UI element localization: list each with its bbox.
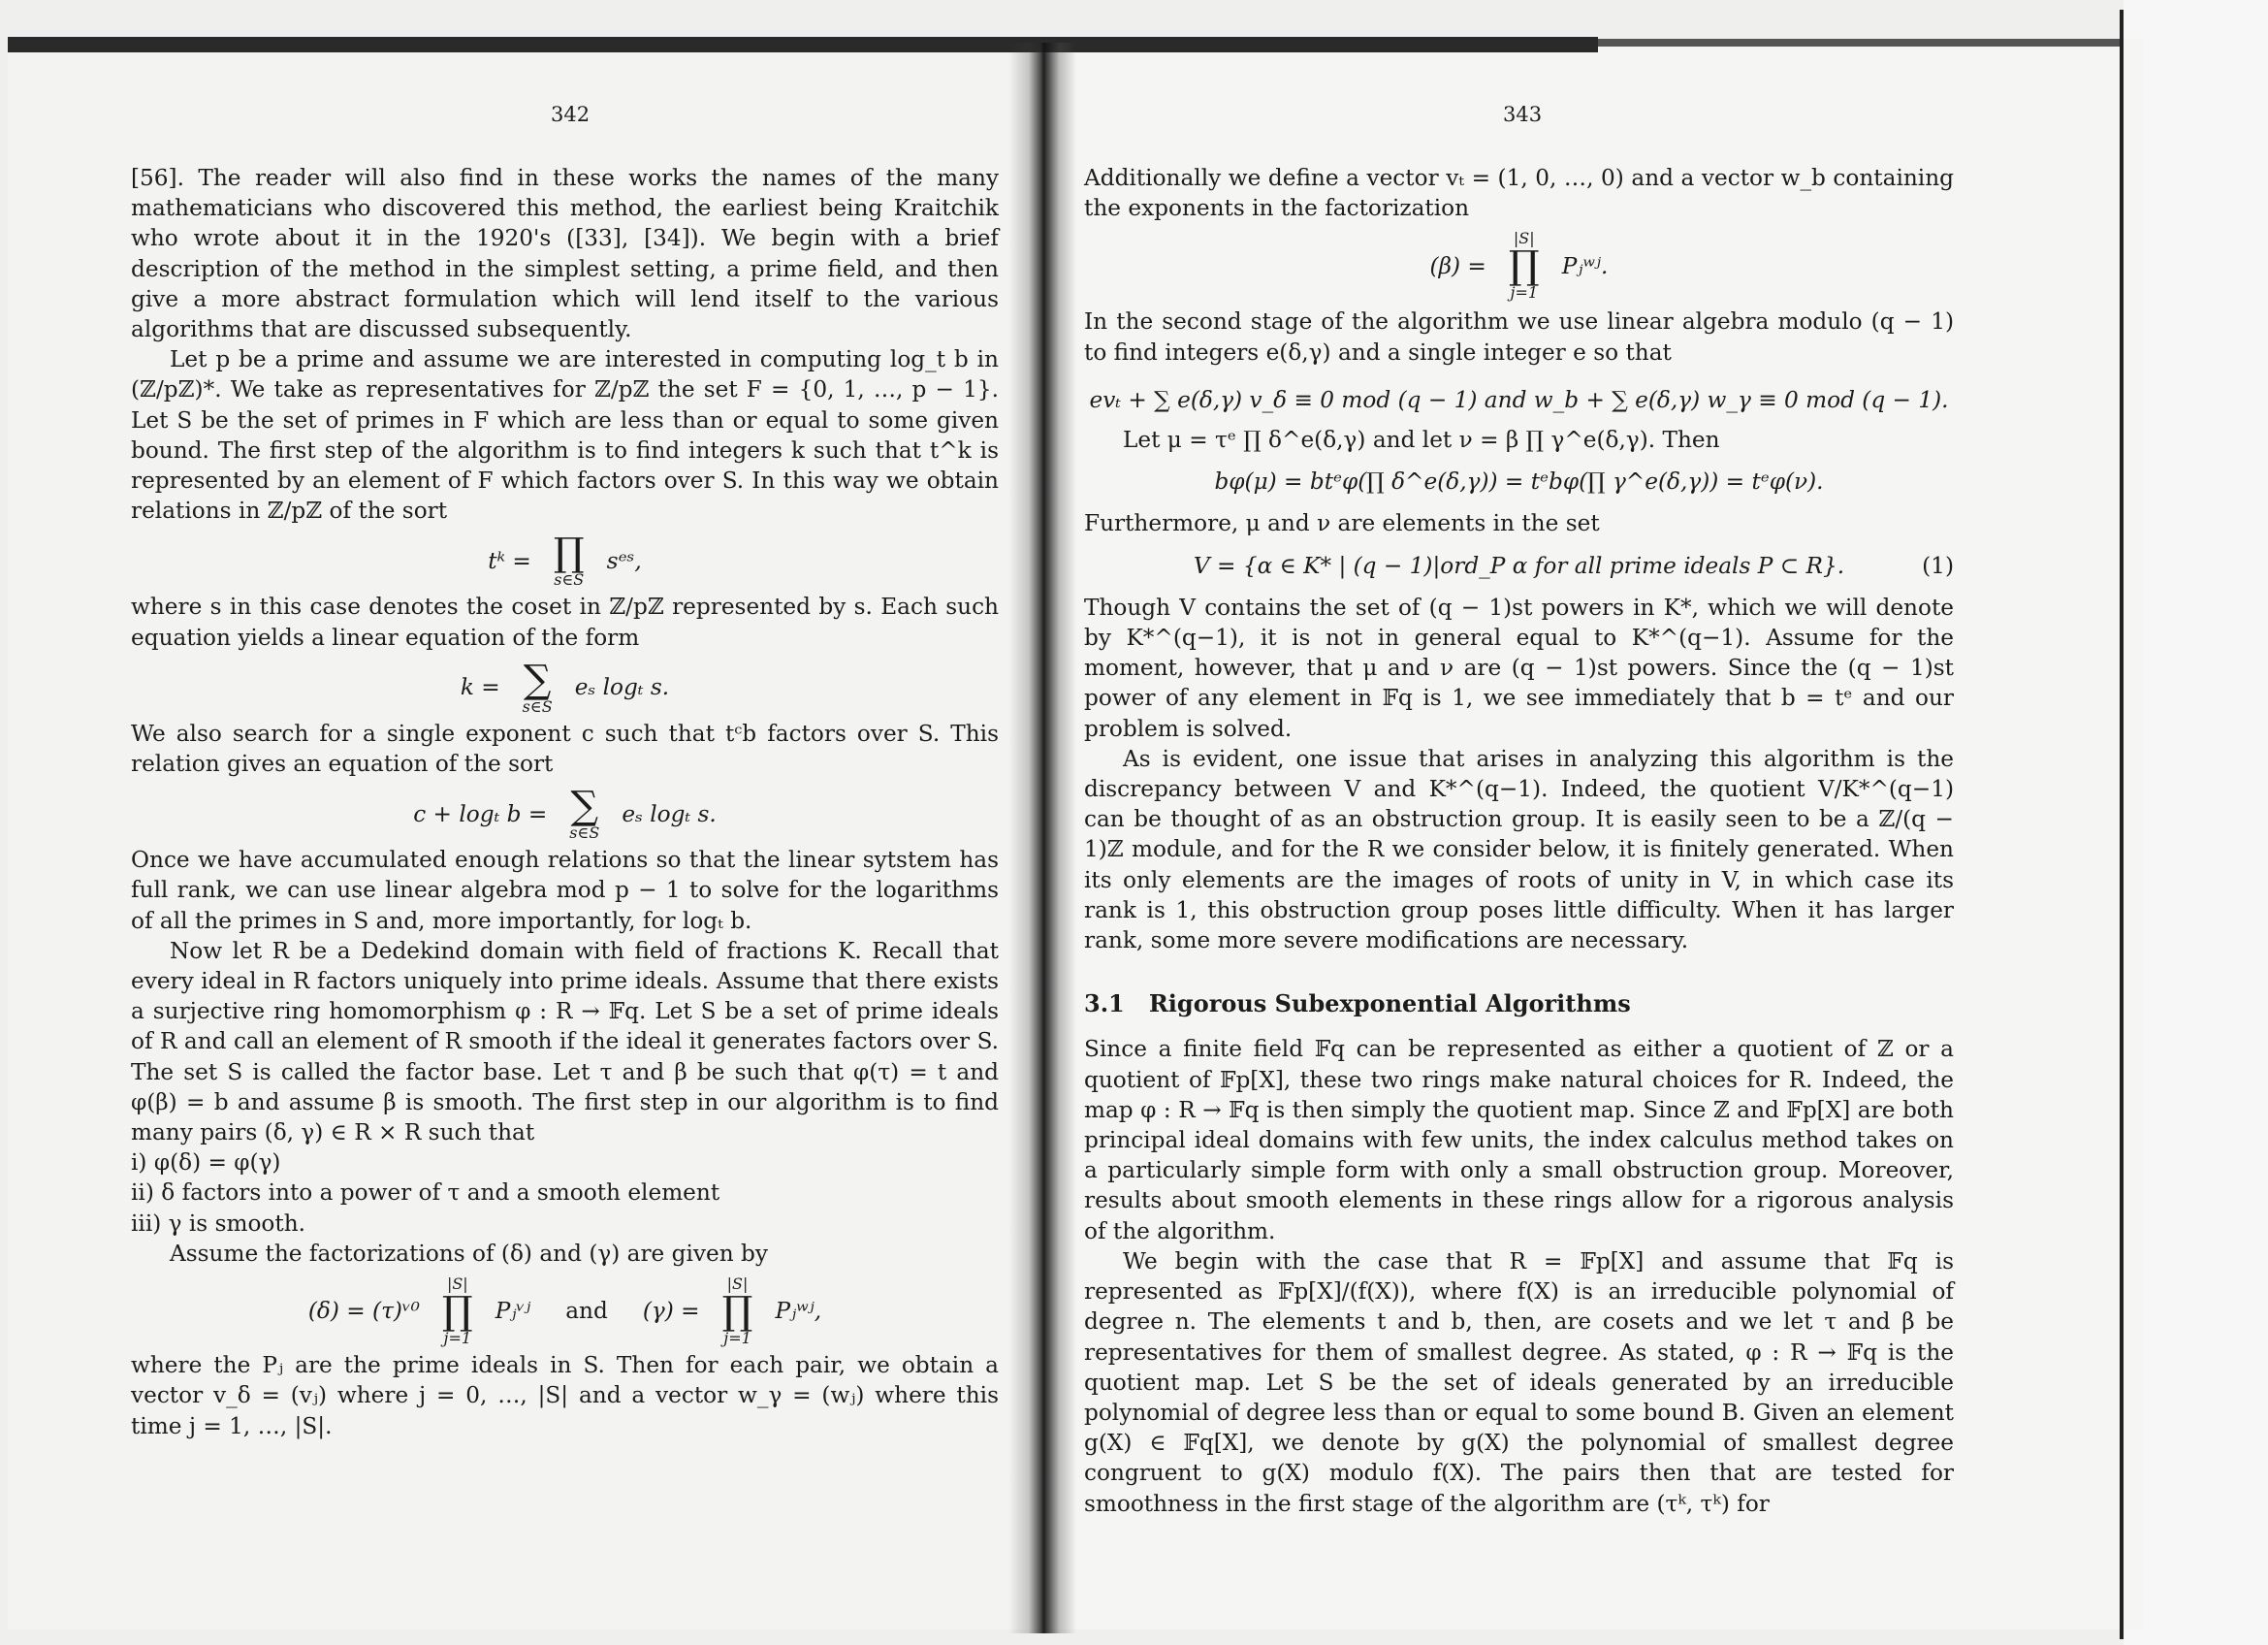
paragraph: Once we have accumulated enough relations so that the linear sytstem has full rank, we can use linear algebra mod p − 1 to solve for the logarithms of all the primes in S and, more importantly, for logₜ b. xyxy=(131,847,999,934)
equation-rhs: sᵉˢ, xyxy=(606,547,642,574)
product-subscript: s∈S xyxy=(554,570,585,590)
paragraph: Additionally we define a vector vₜ = (1, 0, …, 0) and a vector w_b containing the exponents in the factorization xyxy=(1084,165,1954,222)
equation-lhs: (β) = xyxy=(1429,252,1486,279)
section-title: Rigorous Subexponential Algorithms xyxy=(1148,989,1631,1018)
section-number: 3.1 xyxy=(1084,989,1125,1018)
equation-body: V = {α ∈ K* | (q − 1)|ord_P α for all prime ideals P ⊂ R}. xyxy=(1193,552,1845,579)
equation-rhs: Pⱼʷʲ. xyxy=(1561,252,1609,279)
book-gutter xyxy=(1008,43,1076,1633)
section-heading xyxy=(1084,988,1954,1018)
product-superscript: |S| xyxy=(726,1274,749,1294)
paragraph: We also search for a single exponent c such that tᶜb factors over S. This relation gives an equation of the sort xyxy=(131,720,999,778)
product-subscript: j=1 xyxy=(1510,283,1539,303)
sum-operator: ∑ s∈S xyxy=(569,784,600,843)
product-subscript: j=1 xyxy=(443,1329,472,1348)
equation-lhs: tᵏ = xyxy=(488,547,531,574)
paragraph: In the second stage of the algorithm we use linear algebra modulo (q − 1) to find integers e(δ,γ) and a single integer e so that xyxy=(1084,308,1954,366)
background-edge xyxy=(2124,0,2268,1645)
paragraph: We begin with the case that R = 𝔽p[X] and assume that 𝔽q is represented as 𝔽p[X]/(f(X)), where f(X) is an irreducible polynomial of degree n. The elements t and b, then, are cosets and we let τ and β be representatives for them of smallest degree. As stated, φ : R → 𝔽q is the quotient map. Let S be the set of ideals generated by an irreducible polynomial of degree less than or equal to some bound B. Given an element g(X) ∈ 𝔽q[X], we denote by g(X) the polynomial of smallest degree congruent to g(X) modulo f(X). The pairs then that are tested for smoothness in the first stage of the algorithm are (τᵏ, τᵏ) for xyxy=(1084,1247,1954,1517)
equation-number: (1) xyxy=(1922,552,1954,579)
page-edge xyxy=(2120,10,2124,1639)
product-subscript: j=1 xyxy=(723,1329,751,1348)
page-number-right: 343 xyxy=(1503,103,1543,126)
equation xyxy=(131,784,999,843)
equation-lhs: c + logₜ b = xyxy=(413,800,548,827)
condition-list xyxy=(131,1147,999,1239)
sum-subscript: s∈S xyxy=(522,696,553,716)
page-number-left: 342 xyxy=(551,103,591,126)
paragraph: Since a finite field 𝔽q can be represented as either a quotient of ℤ or a quotient of 𝔽p[X], these two rings make natural choices for R. Indeed, the map φ : R → 𝔽q is then simply the quotient map. Since ℤ and 𝔽p[X] are both principal ideal domains with few units, the index calculus method takes on a particularly simple form with only a small obstruction group. Moreover, results about smooth elements in these rings allow for a rigorous analysis of the algorithm. xyxy=(1084,1036,1954,1244)
left-column xyxy=(131,163,999,1441)
paragraph: [56]. The reader will also find in these works the names of the many mathematicians who discovered this method, the earliest being Kraitchik who wrote about it in the 1920's ([33], [34]). We begin with a brief description of the method in the simplest setting, a prime field, and then give a more abstract formulation which will lend itself to the various algorithms that are discussed subsequently. xyxy=(131,165,999,343)
equation xyxy=(131,533,999,588)
paragraph: As is evident, one issue that arises in analyzing this algorithm is the discrepancy between V and K*^(q−1). Indeed, the quotient V/K*^(q−1) can be thought of as an obstruction group. It is easily seen to be a ℤ/(q − 1)ℤ module, and for the R we consider below, it is finitely generated. When its only elements are the images of roots of unity in V, in which case its rank is 1, this obstruction group poses little difficulty. When it has larger rank, some more severe modifications are necessary. xyxy=(1084,745,1954,954)
numbered-equation xyxy=(1084,551,1954,581)
equation-rhs: eₛ logₜ s. xyxy=(574,674,670,701)
product-operator: |S| ∏ j=1 xyxy=(1508,229,1540,303)
sum-operator: ∑ s∈S xyxy=(522,657,553,716)
equation-conjunction: and xyxy=(565,1298,608,1325)
right-column xyxy=(1084,163,1954,1519)
product-superscript: |S| xyxy=(1513,229,1535,248)
equation-part: (γ) = xyxy=(642,1298,700,1325)
list-item: iii) γ is smooth. xyxy=(131,1210,306,1237)
list-item: ii) δ factors into a power of τ and a smooth element xyxy=(131,1179,720,1207)
product-superscript: |S| xyxy=(446,1274,468,1294)
equation-part: Pⱼʷʲ, xyxy=(775,1298,822,1325)
equation xyxy=(131,657,999,716)
product-operator: ∏ s∈S xyxy=(553,531,585,590)
equation: evₜ + ∑ e(δ,γ) v_δ ≡ 0 mod (q − 1) and w_b + ∑ e(δ,γ) w_γ ≡ 0 mod (q − 1). xyxy=(1089,386,1949,413)
product-operator: |S| ∏ j=1 xyxy=(721,1274,753,1348)
paragraph: Though V contains the set of (q − 1)st powers in K*, which we will denote by K*^(q−1), it is not in general equal to K*^(q−1). Assume for the moment, however, that μ and ν are (q − 1)st powers. Since the (q − 1)st power of any element in 𝔽q is 1, we see immediately that b = tᵉ and our problem is solved. xyxy=(1084,594,1954,742)
equation-lhs: k = xyxy=(460,674,500,701)
paragraph: Let μ = τᵉ ∏ δ^e(δ,γ) and let ν = β ∏ γ^e(δ,γ). Then xyxy=(1123,427,1720,454)
equation-part: Pⱼᵛʲ xyxy=(495,1298,531,1325)
paragraph: Let p be a prime and assume we are interested in computing log_t b in (ℤ/pℤ)*. We take as representatives for ℤ/pℤ the set F = {0, 1, …, p − 1}. Let S be the set of primes in F which are less than or equal to some given bound. The first step of the algorithm is to find integers k such that t^k is represented by an element of F which factors over S. In this way we obtain relations in ℤ/pℤ of the sort xyxy=(131,346,999,525)
top-shadow-bar-right xyxy=(1598,39,2122,47)
equation xyxy=(131,1276,999,1346)
paragraph: Furthermore, μ and ν are elements in the set xyxy=(1084,510,1600,537)
top-shadow-bar xyxy=(8,37,1598,52)
equation-part: (δ) = (τ)ᵛ⁰ xyxy=(307,1298,420,1325)
equation-rhs: eₛ logₜ s. xyxy=(622,800,717,827)
paragraph: Assume the factorizations of (δ) and (γ) are given by xyxy=(170,1240,768,1267)
paragraph: Now let R be a Dedekind domain with field of fractions K. Recall that every ideal in R factors uniquely into prime ideals. Assume that there exists a surjective ring homomorphism φ : R → 𝔽q. Let S be a set of prime ideals of R and call an element of R smooth if the ideal it generates factors over S. The set S is called the factor base. Let τ and β be such that φ(τ) = t and φ(β) = b and assume β is smooth. The first step in our algorithm is to find many pairs (δ, γ) ∈ R × R such that xyxy=(131,937,999,1146)
product-operator: |S| ∏ j=1 xyxy=(441,1274,473,1348)
sum-subscript: s∈S xyxy=(569,823,600,843)
paragraph: where s in this case denotes the coset in ℤ/pℤ represented by s. Each such equation yields a linear equation of the form xyxy=(131,594,999,651)
list-item: i) φ(δ) = φ(γ) xyxy=(131,1149,281,1177)
paragraph: where the Pⱼ are the prime ideals in S. Then for each pair, we obtain a vector v_δ = (vⱼ) where j = 0, …, |S| and a vector w_γ = (wⱼ) where this time j = 1, …, |S|. xyxy=(131,1352,999,1439)
equation: bφ(μ) = btᵉφ(∏ δ^e(δ,γ)) = tᵉbφ(∏ γ^e(δ,γ)) = tᵉφ(ν). xyxy=(1214,468,1824,496)
equation xyxy=(1084,231,1954,301)
